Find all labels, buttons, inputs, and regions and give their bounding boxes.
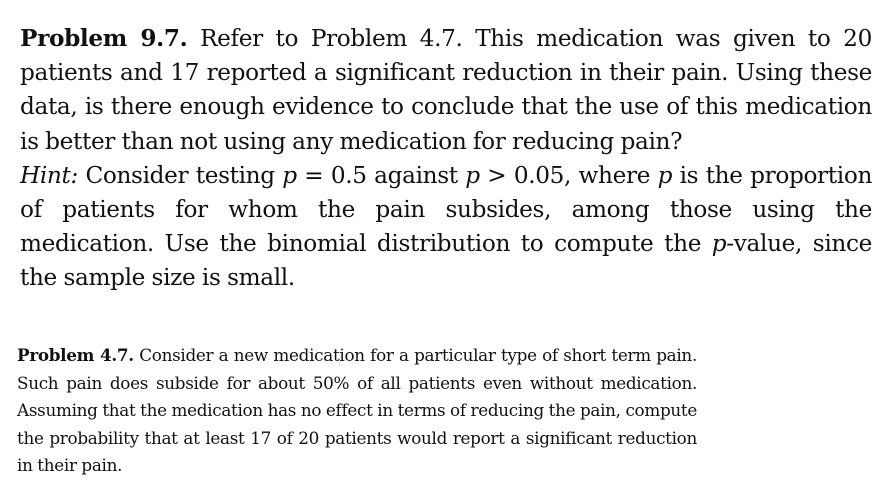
problem-4-7-body: Consider a new medication for a particular type of short term pain. Such pain does subside for about 50% of all patients even without medication. Assuming that the medication has no effect in terms of reducing the pain, compute the probability that at least 17 of 20 patients would report a significant reduction in their pain. [17, 345, 697, 476]
problem-9-7-label: Problem 9.7. [20, 25, 188, 52]
problem-4-7 [17, 342, 697, 480]
problem-9-7-body: Refer to Problem 4.7. This medication was given to 20 patients and 17 reported a significant reduction in their pain. Using these data, is there enough evidence to conclude that the use of this medication is better than not using any medication for reducing pain? [20, 25, 872, 155]
pvalue-suffix: -value, since the sample size is small. [20, 230, 872, 292]
alt-value: > 0.05, where [487, 161, 651, 189]
p-symbol-3: p [657, 161, 673, 189]
p-symbol-4: p [711, 230, 727, 258]
problem-9-7-hint [20, 159, 872, 296]
hint-text-1: Consider testing [85, 161, 275, 189]
null-value: = 0.5 [304, 161, 367, 189]
hint-text-2: is the proportion of patients for whom the pain subsides, among those using the medication. Use the binomial distribution to compute the [20, 161, 873, 258]
hint-label: Hint: [20, 161, 78, 189]
problem-4-7-label: Problem 4.7. [17, 345, 134, 365]
p-symbol: p [282, 161, 297, 189]
hint-against: against [374, 161, 458, 189]
problem-9-7-statement [20, 22, 872, 159]
problem-9-7 [20, 22, 872, 296]
p-symbol-2: p [465, 161, 480, 189]
problem-4-7-statement [17, 342, 697, 480]
